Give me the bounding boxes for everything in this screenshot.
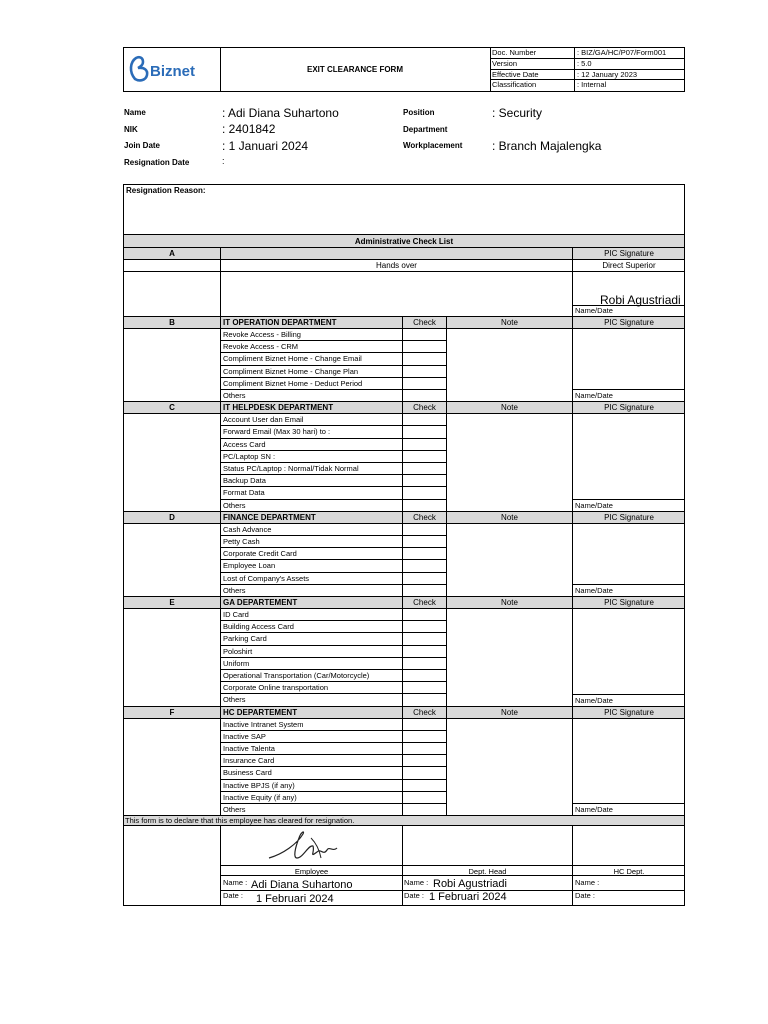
checklist-item: Insurance Card	[221, 755, 402, 767]
nik-value: : 2401842	[222, 122, 276, 136]
checklist-item: Account User dan Email	[221, 414, 402, 426]
meta-row: Effective Date : 12 January 2023	[490, 70, 684, 81]
checklist-item: ID Card	[221, 609, 402, 621]
check-cell[interactable]	[403, 475, 446, 487]
section-body-f	[124, 719, 684, 817]
checklist-item: Business Card	[221, 767, 402, 779]
department-sections	[124, 317, 684, 816]
dept-head-date: 1 Februari 2024	[429, 891, 507, 904]
check-cell[interactable]	[403, 658, 446, 670]
check-cell[interactable]	[403, 439, 446, 451]
checklist-item: Inactive Equity (if any)	[221, 792, 402, 804]
department-label: Department	[403, 125, 448, 134]
direct-superior-name: Robi Agustriadi	[600, 293, 681, 307]
svg-text:Biznet: Biznet	[150, 63, 195, 80]
checklist-item: Compliment Biznet Home - Deduct Period	[221, 378, 402, 390]
employee-date: 1 Februari 2024	[256, 893, 334, 906]
check-cell[interactable]	[403, 719, 446, 731]
check-cell[interactable]	[403, 780, 446, 792]
check-cell[interactable]	[403, 560, 446, 572]
resignation-date-value: :	[222, 156, 225, 166]
check-cell[interactable]	[403, 609, 446, 621]
check-cell[interactable]	[403, 366, 446, 378]
section-header-d: D FINANCE DEPARTMENT Check Note PIC Signature	[124, 512, 684, 524]
checklist-item: Format Data	[221, 487, 402, 499]
check-cell[interactable]	[403, 767, 446, 779]
checklist-item: Others	[223, 695, 246, 705]
name-date-label: Name/Date	[573, 803, 685, 815]
note-cell[interactable]	[447, 329, 573, 401]
employee-signature-block: Employee Name : Adi Diana Suhartono Date : 1 Februari 2024	[221, 826, 403, 905]
section-a-body: Robi Agustriadi Name/Date	[124, 272, 684, 317]
check-cell[interactable]	[403, 426, 446, 438]
check-cell[interactable]	[403, 487, 446, 499]
name-date-label: Name/Date	[573, 389, 685, 401]
checklist-item: Lost of Company's Assets	[221, 573, 402, 585]
employee-name: Adi Diana Suhartono	[251, 879, 353, 892]
check-cell[interactable]	[403, 682, 446, 694]
check-cell[interactable]	[403, 414, 446, 426]
dept-head-signature-block: Dept. Head Name : Robi Agustriadi Date : 1 Februari 2024	[403, 826, 573, 905]
checklist-item: Others	[223, 500, 246, 510]
note-cell[interactable]	[447, 609, 573, 706]
signature-area	[124, 826, 684, 905]
meta-row: Version : 5.0	[490, 59, 684, 70]
checklist-item: Others	[223, 804, 246, 814]
check-cell[interactable]	[403, 378, 446, 390]
doc-meta	[490, 48, 684, 91]
checklist-item: Others	[223, 390, 246, 400]
pic-signature-cell	[573, 609, 685, 706]
check-cell[interactable]	[403, 646, 446, 658]
checklist-item: Corporate Credit Card	[221, 548, 402, 560]
section-header-e: E GA DEPARTEMENT Check Note PIC Signature	[124, 597, 684, 609]
check-cell[interactable]	[403, 524, 446, 536]
pic-signature-cell	[573, 414, 685, 511]
checklist-item: Inactive Intranet System	[221, 719, 402, 731]
pic-signature-cell	[573, 719, 685, 816]
meta-row: Classification : Internal	[492, 80, 607, 90]
checklist-item: Employee Loan	[221, 560, 402, 572]
check-cell[interactable]	[403, 755, 446, 767]
handwritten-signature	[263, 828, 343, 866]
check-cell[interactable]	[403, 792, 446, 804]
section-a-header: A PIC Signature	[124, 248, 684, 260]
section-title: GA DEPARTEMENT	[221, 597, 403, 608]
checklist-item: Building Access Card	[221, 621, 402, 633]
meta-row: Doc. Number : BIZ/GA/HC/P07/Form001	[490, 48, 684, 59]
checklist-item: Status PC/Laptop : Normal/Tidak Normal	[221, 463, 402, 475]
position-value: : Security	[492, 106, 543, 120]
checklist-title: Administrative Check List	[124, 235, 684, 248]
checklist-item: Revoke Access - CRM	[221, 341, 402, 353]
check-cell[interactable]	[403, 536, 446, 548]
biznet-logo-icon	[124, 48, 220, 91]
name-date-label: Name/Date	[573, 694, 685, 706]
join-date-label: Join Date	[124, 141, 161, 150]
checklist-item: Revoke Access - Billing	[221, 329, 402, 341]
clearance-table	[123, 184, 685, 906]
note-cell[interactable]	[447, 719, 573, 816]
form-header	[123, 47, 685, 92]
check-cell[interactable]	[403, 390, 446, 402]
resignation-reason: Resignation Reason:	[124, 185, 684, 235]
declaration: This form is to declare that this employee has cleared for resignation.	[124, 816, 684, 826]
checklist-item: Inactive SAP	[221, 731, 402, 743]
pic-signature-cell	[573, 524, 685, 596]
checklist-item: Uniform	[221, 658, 402, 670]
check-cell[interactable]	[403, 451, 446, 463]
checklist-item: Petty Cash	[221, 536, 402, 548]
section-header-b: B IT OPERATION DEPARTMENT Check Note PIC Signature	[124, 317, 684, 329]
checklist-item: Parking Card	[221, 633, 402, 645]
checklist-item: Access Card	[221, 439, 402, 451]
checklist-item: Poloshirt	[221, 646, 402, 658]
check-cell[interactable]	[403, 585, 446, 597]
resignation-date-label: Resignation Date	[124, 158, 190, 167]
check-cell[interactable]	[403, 731, 446, 743]
form-title: EXIT CLEARANCE FORM	[220, 48, 491, 91]
section-title: FINANCE DEPARTMENT	[221, 512, 403, 523]
hc-dept-signature-block: HC Dept. Name : Date :	[573, 826, 685, 905]
section-body-e	[124, 609, 684, 707]
section-title: IT OPERATION DEPARTMENT	[221, 317, 403, 328]
section-title: IT HELPDESK DEPARTMENT	[221, 402, 403, 413]
check-cell[interactable]	[403, 329, 446, 341]
checklist-item: Forward Email (Max 30 hari) to :	[221, 426, 402, 438]
checklist-item: Compliment Biznet Home - Change Plan	[221, 366, 402, 378]
name-label: Name	[124, 108, 146, 117]
hands-over-row: Hands over Direct Superior	[124, 260, 684, 272]
checklist-item: Inactive BPJS (if any)	[221, 780, 402, 792]
section-header-c: C IT HELPDESK DEPARTMENT Check Note PIC Signature	[124, 402, 684, 414]
section-body-b	[124, 329, 684, 402]
check-cell[interactable]	[403, 353, 446, 365]
checklist-item: Inactive Talenta	[221, 743, 402, 755]
check-cell[interactable]	[403, 621, 446, 633]
note-cell[interactable]	[447, 524, 573, 596]
section-body-c	[124, 414, 684, 512]
section-title: HC DEPARTEMENT	[221, 707, 403, 718]
check-cell[interactable]	[403, 463, 446, 475]
check-cell[interactable]	[403, 548, 446, 560]
join-date-value: : 1 Januari 2024	[222, 139, 309, 153]
check-cell[interactable]	[403, 743, 446, 755]
checklist-item: Operational Transportation (Car/Motorcycle)	[221, 670, 402, 682]
biznet-logo	[124, 48, 221, 91]
checklist-item: PC/Laptop SN :	[221, 451, 402, 463]
check-cell[interactable]	[403, 500, 446, 512]
dept-head-name: Robi Agustriadi	[433, 878, 507, 891]
position-label: Position	[403, 108, 435, 117]
check-cell[interactable]	[403, 573, 446, 585]
checklist-item: Others	[223, 585, 246, 595]
check-cell[interactable]	[403, 804, 446, 816]
workplacement-value: : Branch Majalengka	[492, 139, 602, 153]
check-cell[interactable]	[403, 694, 446, 706]
check-cell[interactable]	[403, 341, 446, 353]
workplacement-label: Workplacement	[403, 141, 463, 150]
name-date-label: Name/Date	[573, 499, 685, 511]
checklist-item: Backup Data	[221, 475, 402, 487]
section-body-d	[124, 524, 684, 597]
checklist-item: Compliment Biznet Home - Change Email	[221, 353, 402, 365]
section-header-f: F HC DEPARTEMENT Check Note PIC Signature	[124, 707, 684, 719]
pic-signature-cell	[573, 329, 685, 401]
check-cell[interactable]	[403, 670, 446, 682]
nik-label: NIK	[124, 125, 138, 134]
note-cell[interactable]	[447, 414, 573, 511]
checklist-item: Cash Advance	[221, 524, 402, 536]
checklist-item: Corporate Online transportation	[221, 682, 402, 694]
name-value: : Adi Diana Suhartono	[222, 106, 339, 120]
name-date-label: Name/Date	[573, 584, 685, 596]
check-cell[interactable]	[403, 633, 446, 645]
